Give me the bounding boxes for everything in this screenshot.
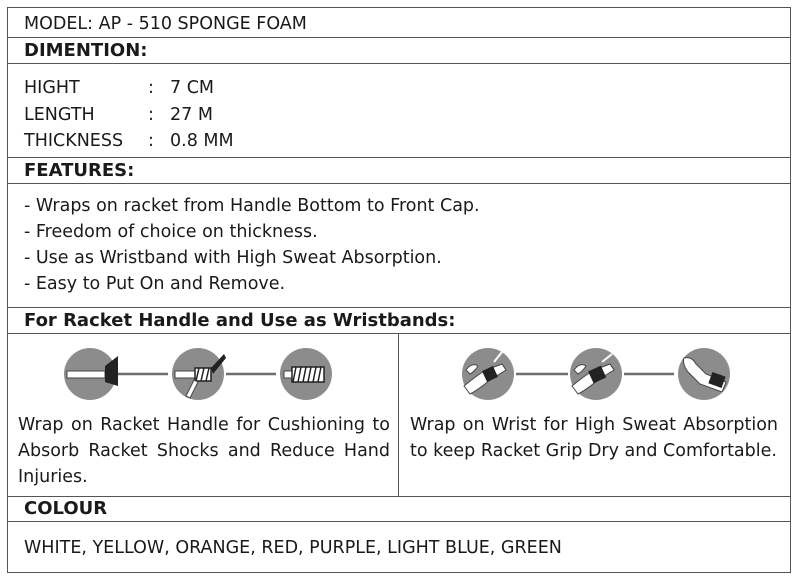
dimension-value: 0.8 MM (170, 131, 234, 151)
dimension-label: LENGTH (24, 105, 95, 125)
dimension-colon: : (148, 78, 154, 98)
colour-list: WHITE, YELLOW, ORANGE, RED, PURPLE, LIGHT BLUE, GREEN (24, 538, 562, 558)
feature-item: - Freedom of choice on thickness. (24, 222, 318, 242)
features-header-row (8, 158, 790, 184)
dimension-value: 27 M (170, 105, 213, 125)
feature-item: - Wraps on racket from Handle Bottom to Front Cap. (24, 196, 480, 216)
dimension-label: HIGHT (24, 78, 80, 98)
dimension-value: 7 CM (170, 78, 215, 98)
wristband-done-icon (678, 348, 730, 400)
feature-item: - Easy to Put On and Remove. (24, 274, 286, 294)
dimension-heading: DIMENTION: (24, 40, 148, 61)
dimension-colon: : (148, 105, 154, 125)
usage-column-divider (398, 334, 399, 496)
dimension-colon: : (148, 131, 154, 151)
colour-heading: COLOUR (24, 498, 108, 519)
wrist-steps-illustration (456, 346, 756, 402)
bare-handle-icon (64, 348, 118, 400)
model-title: MODEL: AP - 510 SPONGE FOAM (24, 14, 307, 34)
features-list (8, 184, 790, 308)
wrist-start-icon (462, 348, 514, 400)
colour-list-row (8, 522, 790, 572)
dimension-table (8, 64, 790, 158)
features-heading: FEATURES: (24, 160, 135, 181)
half-wrapped-handle-icon (172, 348, 226, 400)
handle-steps-illustration (58, 346, 358, 402)
wrist-usage-text: Wrap on Wrist for High Sweat Absorption to keep Racket Grip Dry and Comfortable. (410, 415, 778, 461)
usage-header-row (8, 308, 790, 334)
wrist-wrapping-icon (570, 348, 622, 400)
product-spec-sheet (7, 7, 791, 573)
handle-usage-text: Wrap on Racket Handle for Cushioning to Absorb Racket Shocks and Reduce Hand Injuries. (18, 415, 390, 487)
model-row (8, 8, 790, 38)
colour-header-row (8, 496, 790, 522)
dimension-header-row (8, 38, 790, 64)
dimension-label: THICKNESS (24, 131, 124, 151)
usage-panels (8, 334, 790, 496)
feature-item: - Use as Wristband with High Sweat Absorption. (24, 248, 442, 268)
usage-heading: For Racket Handle and Use as Wristbands: (24, 310, 456, 331)
fully-wrapped-handle-icon (280, 348, 332, 400)
